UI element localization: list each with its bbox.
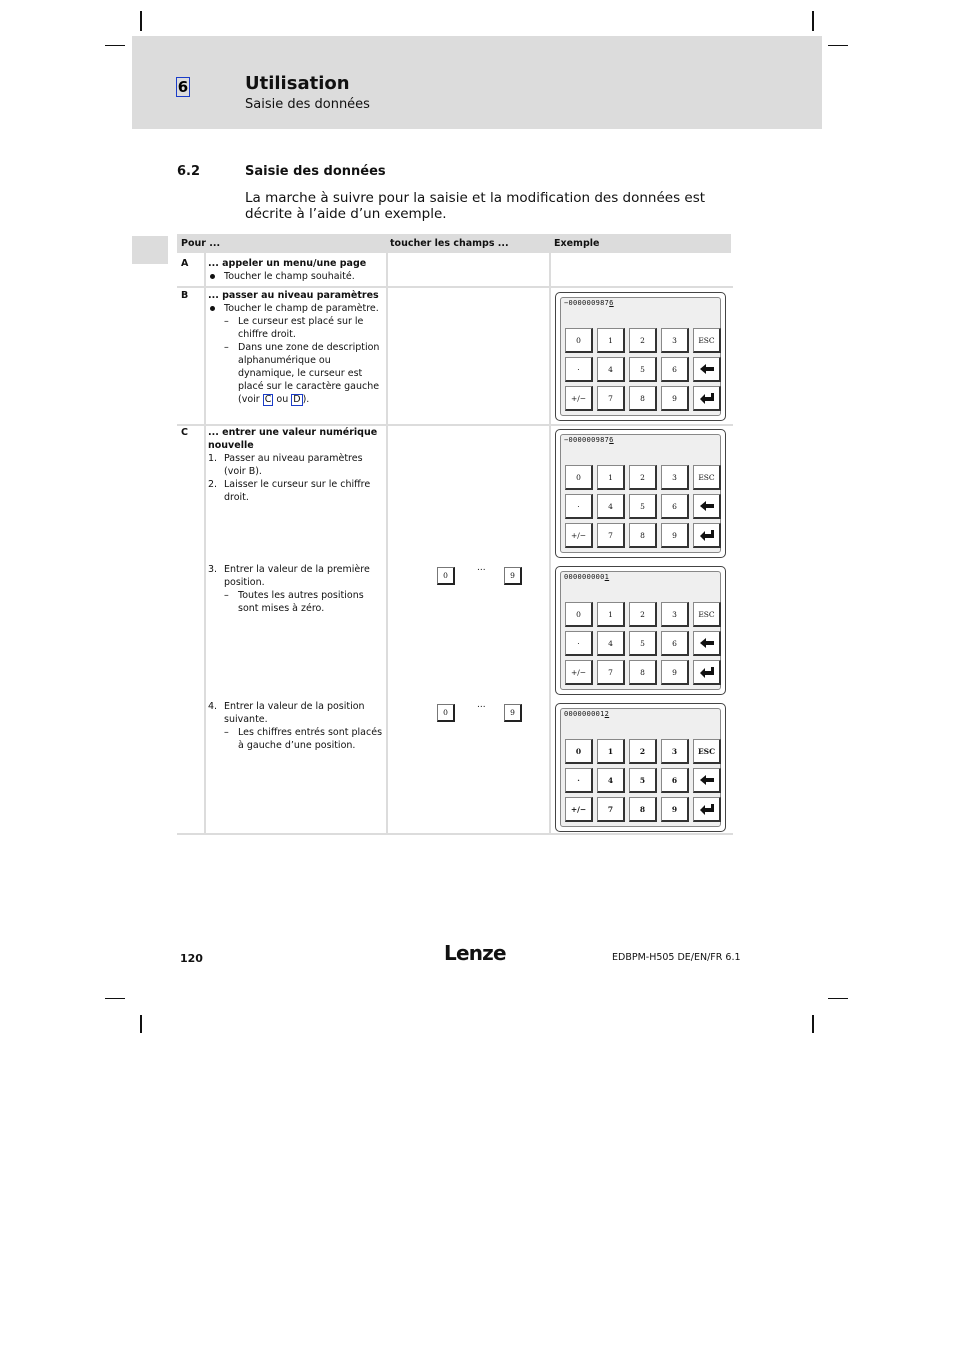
crop-mark: [812, 1015, 814, 1033]
keypad-key[interactable]: 4: [597, 357, 625, 382]
keypad-screen: [560, 434, 721, 553]
keypad-key[interactable]: 1: [597, 328, 625, 353]
touch-ellipsis: ...: [477, 700, 486, 710]
ref-link-c[interactable]: C: [264, 394, 272, 405]
page-title: Utilisation: [245, 73, 350, 94]
left-arrow-icon[interactable]: [693, 768, 721, 793]
crop-mark: [140, 1015, 142, 1033]
step-text: Entrer la valeur de la position suivante.: [224, 701, 365, 725]
row-c-text-4: [208, 700, 384, 752]
keypad-key[interactable]: 8: [629, 660, 657, 685]
keypad-key[interactable]: 9: [661, 660, 689, 685]
keypad-key[interactable]: 0: [565, 328, 593, 353]
page-number: 120: [180, 952, 203, 965]
keypad-key[interactable]: 9: [661, 386, 689, 411]
keypad-key[interactable]: 2: [629, 465, 657, 490]
keypad-key[interactable]: 1: [597, 739, 625, 764]
keypad-key[interactable]: +/−: [565, 797, 593, 822]
keypad-key[interactable]: ESC: [693, 465, 721, 490]
keypad-key[interactable]: 7: [597, 523, 625, 548]
row-b-dash-2: [208, 341, 384, 406]
section-intro: La marche à suivre pour la saisie et la modification des données est décrite à l’aide d’un exemple.: [245, 190, 706, 222]
section-title: Saisie des données: [245, 164, 386, 179]
enter-icon[interactable]: [693, 660, 721, 685]
header-band: [132, 36, 822, 129]
keypad-key[interactable]: 1: [597, 602, 625, 627]
keypad-key[interactable]: 2: [629, 602, 657, 627]
keypad-key[interactable]: 5: [629, 768, 657, 793]
keypad-key[interactable]: 7: [597, 797, 625, 822]
ref-link-d[interactable]: D: [293, 394, 301, 405]
display-cursor: 2: [604, 710, 610, 718]
keypad-key[interactable]: 9: [661, 523, 689, 548]
keypad-screen: [560, 571, 721, 690]
display-digits: −000000987: [564, 436, 610, 444]
row-letter-a: A: [181, 258, 189, 269]
ref-end: ).: [302, 394, 310, 405]
step-number: 4.: [208, 701, 218, 712]
row-c-step-3-dash: – Toutes les autres positions sont mises à zéro.: [208, 589, 384, 615]
display-cursor: 6: [609, 299, 614, 307]
crop-mark: [828, 45, 848, 46]
keypad-key[interactable]: ESC: [693, 328, 721, 353]
keypad-key[interactable]: 7: [597, 660, 625, 685]
enter-icon[interactable]: [693, 797, 721, 822]
keypad-key[interactable]: ESC: [693, 739, 721, 764]
row-b-dash-2-text: Dans une zone de description alphanumérique ou dynamique, le curseur est placé sur le caractère gauche (voir: [238, 342, 380, 405]
step-text: Laisser le curseur sur le chiffre droit.: [224, 479, 371, 503]
keypad-key[interactable]: 4: [597, 631, 625, 656]
keypad-key[interactable]: 4: [597, 768, 625, 793]
keypad-key[interactable]: 0: [565, 465, 593, 490]
keypad-key[interactable]: 0: [565, 602, 593, 627]
ref-mid: ou: [276, 394, 289, 405]
section-number: 6.2: [177, 164, 201, 179]
col-header-exemple: Exemple: [550, 234, 731, 253]
col-header-pour: Pour ...: [177, 234, 386, 253]
keypad-key[interactable]: ·: [565, 494, 593, 519]
row-letter-c: C: [181, 427, 188, 438]
keypad-key[interactable]: ESC: [693, 602, 721, 627]
display-cursor: 6: [609, 436, 614, 444]
display-cursor: 1: [604, 573, 610, 581]
keypad-key[interactable]: 8: [629, 523, 657, 548]
row-c-step-1: [208, 452, 384, 478]
keypad-example-b: [555, 292, 726, 421]
keypad-key[interactable]: 6: [661, 768, 689, 793]
keypad-key[interactable]: 3: [661, 465, 689, 490]
row-a-title: ... appeler un menu/une page: [208, 258, 367, 269]
table-divider: [386, 253, 388, 835]
step-number: 1.: [208, 453, 218, 464]
row-c-text-1: [208, 426, 384, 504]
table-divider: [549, 253, 551, 835]
display-digits: 000000000: [564, 573, 605, 581]
step-number: 2.: [208, 479, 218, 490]
row-a-bullet: Toucher le champ souhaité.: [208, 270, 384, 283]
left-arrow-icon[interactable]: [693, 494, 721, 519]
touch-key-0[interactable]: 0: [437, 567, 455, 585]
row-b-title: ... passer au niveau paramètres: [208, 290, 379, 301]
touch-key-0[interactable]: 0: [437, 704, 455, 722]
table-divider: [204, 253, 206, 835]
keypad-example-c2: [555, 566, 726, 695]
keypad-key[interactable]: 3: [661, 328, 689, 353]
keypad-key[interactable]: +/−: [565, 660, 593, 685]
keypad-key[interactable]: 7: [597, 386, 625, 411]
crop-mark: [140, 11, 142, 31]
keypad-key[interactable]: 5: [629, 631, 657, 656]
display-value: [564, 710, 609, 718]
keypad-key[interactable]: ·: [565, 768, 593, 793]
keypad-screen: [560, 708, 721, 827]
enter-icon[interactable]: [693, 523, 721, 548]
keypad-key[interactable]: +/−: [565, 523, 593, 548]
keypad-key[interactable]: ·: [565, 357, 593, 382]
row-c-step-2: [208, 478, 384, 504]
page-subtitle: Saisie des données: [245, 97, 370, 112]
row-c-step-3: [208, 563, 384, 589]
keypad-key[interactable]: 3: [661, 739, 689, 764]
display-value: [564, 573, 609, 581]
left-arrow-icon[interactable]: [693, 357, 721, 382]
col-header-toucher: toucher les champs ...: [386, 234, 550, 253]
keypad-key[interactable]: 0: [565, 739, 593, 764]
keypad-key[interactable]: 1: [597, 465, 625, 490]
keypad-key[interactable]: 2: [629, 739, 657, 764]
keypad-grid: [565, 739, 721, 822]
crop-mark: [105, 45, 125, 46]
keypad-grid: [565, 465, 721, 548]
keypad-key[interactable]: 6: [661, 494, 689, 519]
row-b-text: [208, 289, 384, 406]
table-divider: [177, 833, 733, 835]
keypad-key[interactable]: 9: [661, 797, 689, 822]
keypad-screen: [560, 297, 721, 416]
display-digits: 000000001: [564, 710, 605, 718]
keypad-key[interactable]: 6: [661, 631, 689, 656]
keypad-key[interactable]: 8: [629, 386, 657, 411]
keypad-example-c3: [555, 703, 726, 832]
keypad-key[interactable]: 5: [629, 494, 657, 519]
keypad-key[interactable]: 6: [661, 357, 689, 382]
keypad-key[interactable]: 5: [629, 357, 657, 382]
document-code: EDBPM-H505 DE/EN/FR 6.1: [612, 952, 741, 963]
display-value: [564, 436, 614, 444]
row-c-step-4-dash: – Les chiffres entrés sont placés à gauche d’une position.: [208, 726, 384, 752]
keypad-key[interactable]: ·: [565, 631, 593, 656]
display-digits: −000000987: [564, 299, 610, 307]
step-text: Entrer la valeur de la première position.: [224, 564, 370, 588]
keypad-key[interactable]: +/−: [565, 386, 593, 411]
keypad-key[interactable]: 4: [597, 494, 625, 519]
step-number: 3.: [208, 564, 218, 575]
row-c-step-4: [208, 700, 384, 726]
crop-mark: [812, 11, 814, 31]
side-tab: [132, 236, 168, 264]
lenze-logo: Lenze: [444, 941, 506, 965]
keypad-grid: [565, 328, 721, 411]
keypad-key[interactable]: 8: [629, 797, 657, 822]
row-c-text-3: [208, 563, 384, 615]
row-b-bullet: Toucher le champ de paramètre.: [208, 302, 384, 315]
table-divider: [177, 286, 733, 288]
row-letter-b: B: [181, 290, 189, 301]
keypad-key[interactable]: 3: [661, 602, 689, 627]
display-value: [564, 299, 614, 307]
chapter-number[interactable]: 6: [177, 78, 189, 96]
enter-icon[interactable]: [693, 386, 721, 411]
keypad-key[interactable]: 2: [629, 328, 657, 353]
row-a-text: [208, 257, 384, 283]
keypad-example-c1: [555, 429, 726, 558]
step-text: Passer au niveau paramètres (voir B).: [224, 453, 363, 477]
touch-ellipsis: ...: [477, 563, 486, 573]
left-arrow-icon[interactable]: [693, 631, 721, 656]
row-b-dash-1: – Le curseur est placé sur le chiffre droit.: [208, 315, 384, 341]
keypad-grid: [565, 602, 721, 685]
row-c-title: ... entrer une valeur numérique nouvelle: [208, 427, 378, 451]
crop-mark: [828, 998, 848, 999]
touch-key-9[interactable]: 9: [504, 567, 522, 585]
touch-key-9[interactable]: 9: [504, 704, 522, 722]
crop-mark: [105, 998, 125, 999]
